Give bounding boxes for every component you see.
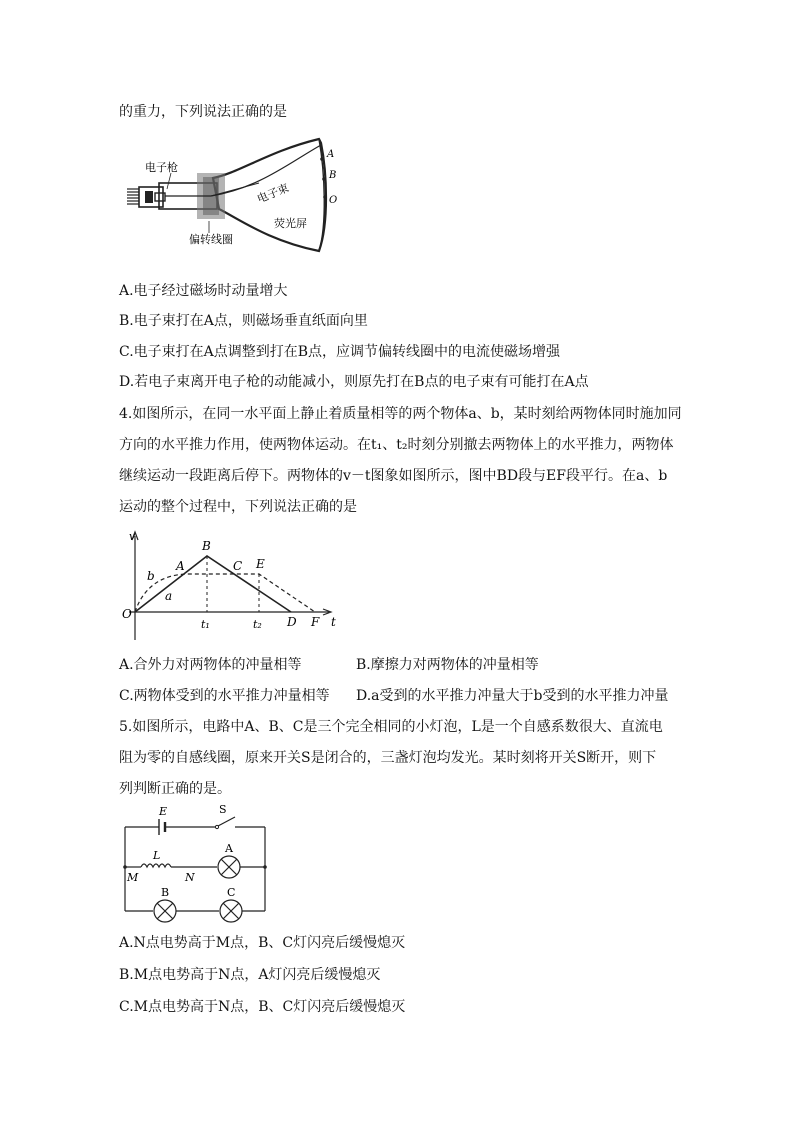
line-a <box>135 556 291 612</box>
point-f-label: F <box>311 615 320 629</box>
q3-option-b: B.电子束打在A点，则磁场垂直纸面向里 <box>119 313 368 329</box>
series-a-label: a <box>165 589 173 603</box>
v-label: v <box>129 530 136 543</box>
inductor-label: L <box>153 849 161 862</box>
series-b-label: b <box>147 569 155 583</box>
q5-stem-line-2: 阻为零的自感线圈，原来开关S是闭合的，三盏灯泡均发光。某时刻将开关S断开，则下 <box>119 750 657 766</box>
q4-option-c: C.两物体受到的水平推力冲量相等 <box>119 688 330 704</box>
q5-option-a: A.N点电势高于M点，B、C灯闪亮后缓慢熄灭 <box>119 935 406 951</box>
beam-label: 电子束 <box>255 181 291 206</box>
q4-stem-line-1: 4.如图所示，在同一水平面上静止着质量相等的两个物体a、b，某时刻给两物体同时施加同 <box>119 406 682 422</box>
q5-stem-line-3: 列判断正确的是。 <box>119 781 231 797</box>
q4-stem-line-3: 继续运动一段距离后停下。两物体的v－t图象如图所示，图中BD段与EF段平行。在a、b <box>119 468 668 484</box>
point-o-label: O <box>329 195 338 206</box>
vt-graph-figure <box>119 528 344 646</box>
crt-figure <box>119 133 351 261</box>
screen-label: 荧光屏 <box>274 217 307 230</box>
gun-label: 电子枪 <box>145 161 178 174</box>
t1-label: t₁ <box>201 618 210 631</box>
point-d-label: D <box>287 615 297 629</box>
point-a-label: A <box>327 149 335 160</box>
node-m-label: M <box>127 871 139 884</box>
lamp-c-label: C <box>227 886 236 899</box>
point-b-label: B <box>329 170 337 181</box>
q5-stem-line-1: 5.如图所示，电路中A、B、C是三个完全相同的小灯泡，L是一个自感系数很大、直流电 <box>119 719 663 735</box>
circuit-figure <box>119 803 269 923</box>
point-c-label: C <box>233 559 243 573</box>
q5-option-c: C.M点电势高于N点，B、C灯闪亮后缓慢熄灭 <box>119 999 406 1015</box>
q4-option-d: D.a受到的水平推力冲量大于b受到的水平推力冲量 <box>356 688 669 704</box>
q5-option-b: B.M点电势高于N点，A灯闪亮后缓慢熄灭 <box>119 967 381 983</box>
inductor-l <box>141 864 171 867</box>
switch-label: S <box>219 803 227 816</box>
q3-option-d: D.若电子束离开电子枪的动能减小，则原先打在B点的电子束有可能打在A点 <box>119 374 589 390</box>
q4-option-b: B.摩擦力对两物体的冲量相等 <box>356 657 539 673</box>
point-a-label: A <box>176 559 185 573</box>
lamp-a-label: A <box>225 842 233 855</box>
curve-b <box>135 574 315 612</box>
node-n-label: N <box>185 871 195 884</box>
lamp-b-label: B <box>161 886 170 899</box>
q3-option-a: A.电子经过磁场时动量增大 <box>119 283 288 299</box>
origin-label: O <box>122 607 132 621</box>
t2-label: t₂ <box>253 618 262 631</box>
point-e-label: E <box>256 557 265 571</box>
battery-label: E <box>159 805 168 818</box>
t-label: t <box>331 615 336 629</box>
q3-option-c: C.电子束打在A点调整到打在B点，应调节偏转线圈中的电流使磁场增强 <box>119 344 561 360</box>
switch-s <box>218 817 235 826</box>
point-b-label: B <box>202 539 211 553</box>
q4-stem-line-4: 运动的整个过程中，下列说法正确的是 <box>119 499 357 515</box>
q4-stem-line-2: 方向的水平推力作用，使两物体运动。在t₁、t₂时刻分别撤去两物体上的水平推力，两物体 <box>119 437 674 453</box>
q3-stem-tail: 的重力，下列说法正确的是 <box>119 104 287 120</box>
q4-option-a: A.合外力对两物体的冲量相等 <box>119 657 302 673</box>
coil-label: 偏转线圈 <box>189 233 233 246</box>
